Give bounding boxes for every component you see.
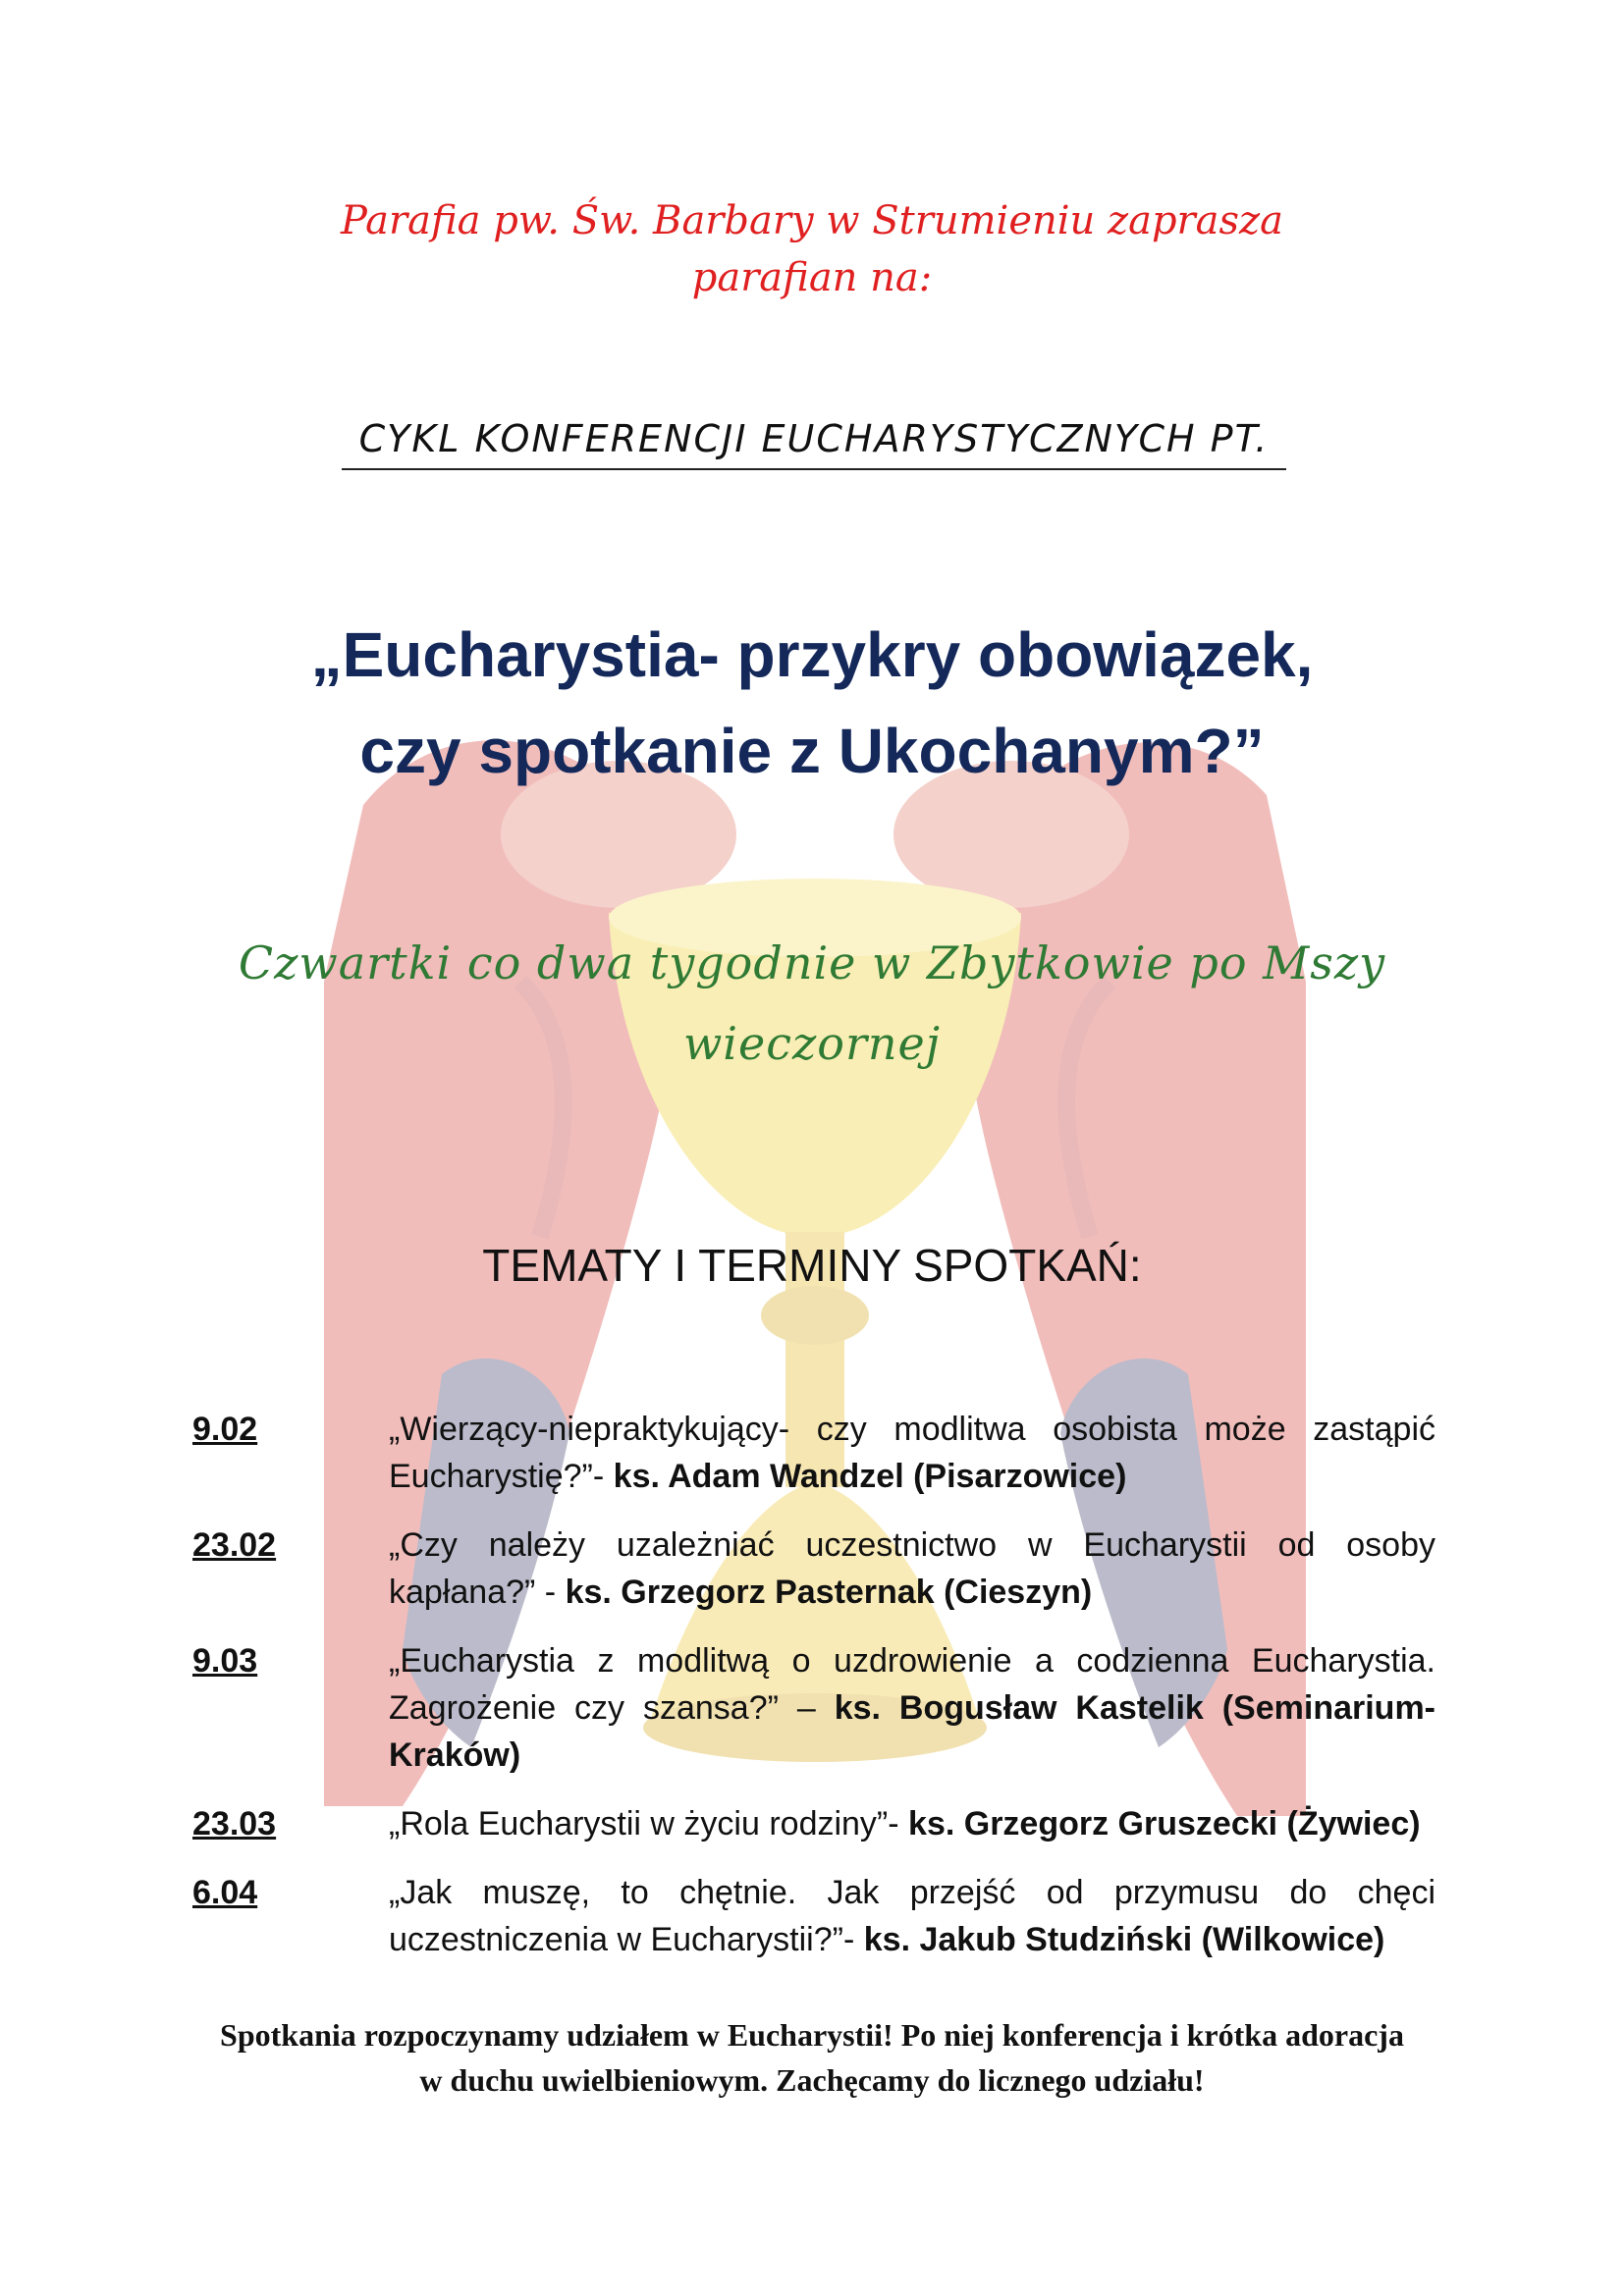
meeting-speaker: ks. Grzegorz Pasternak (Cieszyn) — [565, 1574, 1093, 1611]
meeting-description — [389, 1800, 1435, 1847]
meeting-topic: „Jak muszę, to chętnie. Jak przejść od przymusu do chęci uczestniczenia w Eucharystii?”- — [389, 1874, 1435, 1958]
invitation-line-2: parafian na: — [691, 255, 933, 300]
schedule-note-line-2: wieczornej — [682, 1017, 942, 1070]
parish-invitation — [0, 192, 1624, 306]
meeting-date: 23.03 — [192, 1805, 277, 1842]
footer-line-2: w duchu uwielbieniowym. Zachęcamy do licznego udziału! — [419, 2062, 1205, 2098]
main-title-line-2: czy spotkanie z Ukochanym?” — [359, 716, 1265, 786]
meeting-speaker: ks. Jakub Studziński (Wilkowice) — [863, 1921, 1385, 1958]
main-title-line-1: „Eucharystia- przykry obowiązek, — [310, 619, 1314, 690]
topics-heading: TEMATY I TERMINY SPOTKAŃ: — [482, 1240, 1142, 1291]
meeting-topic: „Eucharystia z modlitwą o uzdrowienie a codzienna Eucharystia. Zagrożenie czy szansa?” – — [389, 1642, 1435, 1727]
meeting-speaker: ks. Grzegorz Gruszecki (Żywiec) — [908, 1805, 1421, 1842]
meeting-description — [389, 1637, 1435, 1779]
meeting-item — [192, 1522, 1435, 1616]
meeting-item — [192, 1800, 1435, 1847]
meeting-date: 9.02 — [192, 1411, 258, 1448]
main-title — [0, 607, 1624, 799]
footer-note — [0, 2012, 1624, 2103]
meeting-topic: „Czy należy uzależniać uczestnictwo w Eucharystii od osoby kapłana?” - — [389, 1526, 1435, 1611]
schedule-note-line-1: Czwartki co dwa tygodnie w Zbytkowie po Mszy — [238, 936, 1386, 989]
schedule-note — [0, 923, 1624, 1084]
meeting-item — [192, 1406, 1435, 1500]
meeting-date: 6.04 — [192, 1874, 258, 1911]
meetings-list — [192, 1406, 1435, 1985]
meeting-topic: „Rola Eucharystii w życiu rodziny”- — [389, 1805, 899, 1842]
meeting-item — [192, 1637, 1435, 1779]
footer-line-1: Spotkania rozpoczynamy udziałem w Eucharystii! Po niej konferencja i krótka adoracja — [220, 2017, 1404, 2053]
meeting-description — [389, 1869, 1435, 1963]
meeting-item — [192, 1869, 1435, 1963]
meeting-date: 9.03 — [192, 1642, 258, 1680]
meeting-description — [389, 1406, 1435, 1500]
series-title: CYKL KONFERENCJI EUCHARYSTYCZNYCH PT. — [342, 417, 1286, 470]
meeting-topic: „Wierzący-niepraktykujący- czy modlitwa osobista może zastąpić Eucharystię?”- — [389, 1411, 1435, 1495]
meeting-speaker: ks. Adam Wandzel (Pisarzowice) — [613, 1458, 1127, 1495]
meeting-description — [389, 1522, 1435, 1616]
meeting-speaker: ks. Bogusław Kastelik (Seminarium- Kraków) — [389, 1689, 1435, 1774]
invitation-line-1: Parafia pw. Św. Barbary w Strumieniu zaprasza — [341, 198, 1283, 243]
meeting-date: 23.02 — [192, 1526, 277, 1564]
